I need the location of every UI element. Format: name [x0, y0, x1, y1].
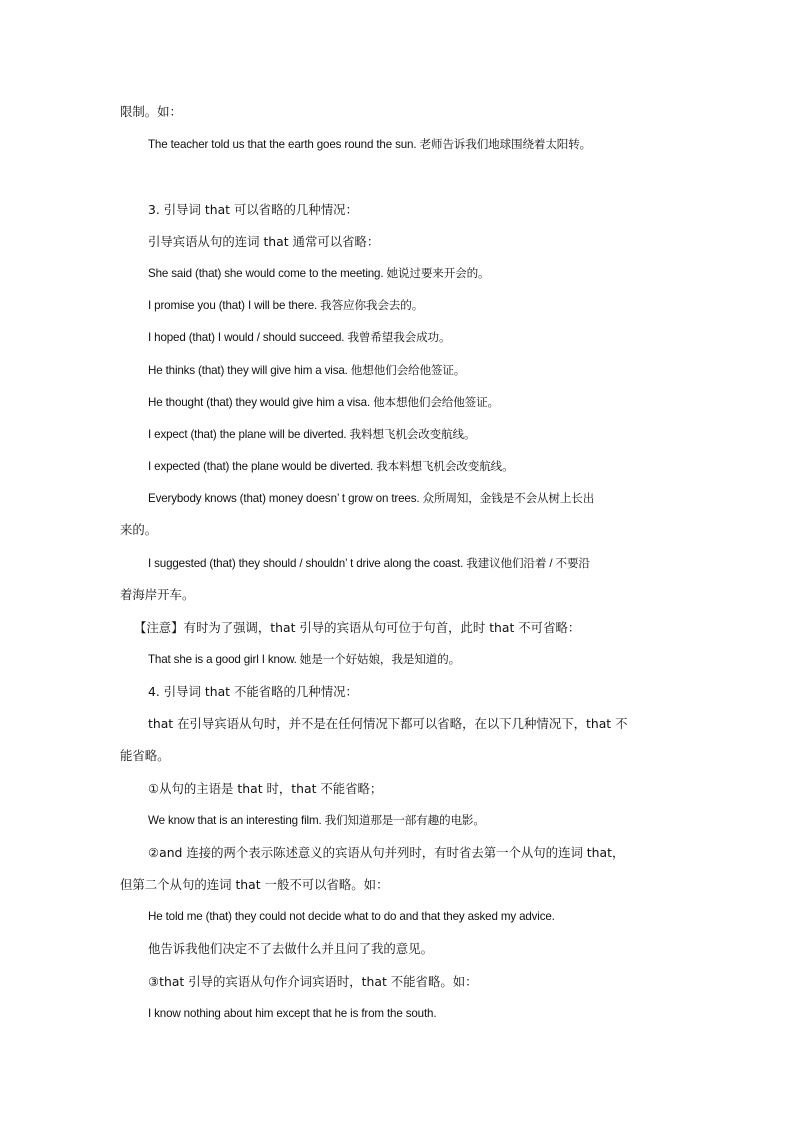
example-sentence: She said (that) she would come to the meeting. 她说过要来开会的。 [148, 267, 490, 280]
example-sentence: Everybody knows (that) money doesn’ t grow on trees. 众所周知，金钱是不会从树上长出 [148, 492, 595, 505]
example-sentence: I suggested (that) they should / shouldn’ t drive along the coast. 我建议他们沿着 / 不要沿 [148, 557, 590, 570]
section-heading: 4. 引导词 that 不能省略的几种情况： [148, 684, 358, 699]
example-sentence: We know that is an interesting film. 我们知道那是一部有趣的电影。 [148, 814, 485, 827]
example-sentence: I know nothing about him except that he is from the south. [148, 1007, 437, 1020]
example-sentence: He told me (that) they could not decide what to do and that they asked my advice. [148, 910, 555, 923]
example-sentence: He thought (that) they would give him a visa. 他本想他们会给他签证。 [148, 396, 499, 409]
text-line: 但第二个从句的连词 that 一般不可以省略。如： [120, 877, 389, 892]
translation-line: 他告诉我他们决定不了去做什么并且问了我的意见。 [148, 941, 433, 956]
text-line: 着海岸开车。 [120, 587, 195, 602]
text-line: 来的。 [120, 522, 158, 537]
text-line: that 在引导宾语从句时，并不是在任何情况下都可以省略，在以下几种情况下，that 不 [148, 716, 628, 731]
rule-item: ②and 连接的两个表示陈述意义的宾语从句并列时，有时省去第一个从句的连词 that， [148, 845, 625, 860]
rule-item: ①从句的主语是 that 时，that 不能省略； [148, 781, 383, 796]
text-line: 能省略。 [120, 748, 170, 763]
text-line: 引导宾语从句的连词 that 通常可以省略： [148, 234, 380, 249]
example-sentence: I hoped (that) I would / should succeed. 我曾希望我会成功。 [148, 331, 451, 344]
example-sentence: I expect (that) the plane will be diverted. 我料想飞机会改变航线。 [148, 428, 476, 441]
rule-item: ③that 引导的宾语从句作介词宾语时，that 不能省略。如： [148, 974, 478, 989]
example-sentence: That she is a good girl I know. 她是一个好姑娘，我是知道的。 [148, 653, 461, 666]
note-line: 【注意】有时为了强调，that 引导的宾语从句可位于句首，此时 that 不可省略： [134, 620, 581, 635]
example-sentence: He thinks (that) they will give him a visa. 他想他们会给他签证。 [148, 364, 466, 377]
example-sentence: The teacher told us that the earth goes round the sun. 老师告诉我们地球围绕着太阳转。 [148, 138, 592, 151]
text-line: 限制。如： [120, 104, 182, 119]
example-sentence: I promise you (that) I will be there. 我答应你我会去的。 [148, 299, 424, 312]
example-sentence: I expected (that) the plane would be diverted. 我本料想飞机会改变航线。 [148, 460, 514, 473]
section-heading: 3. 引导词 that 可以省略的几种情况： [148, 202, 358, 217]
